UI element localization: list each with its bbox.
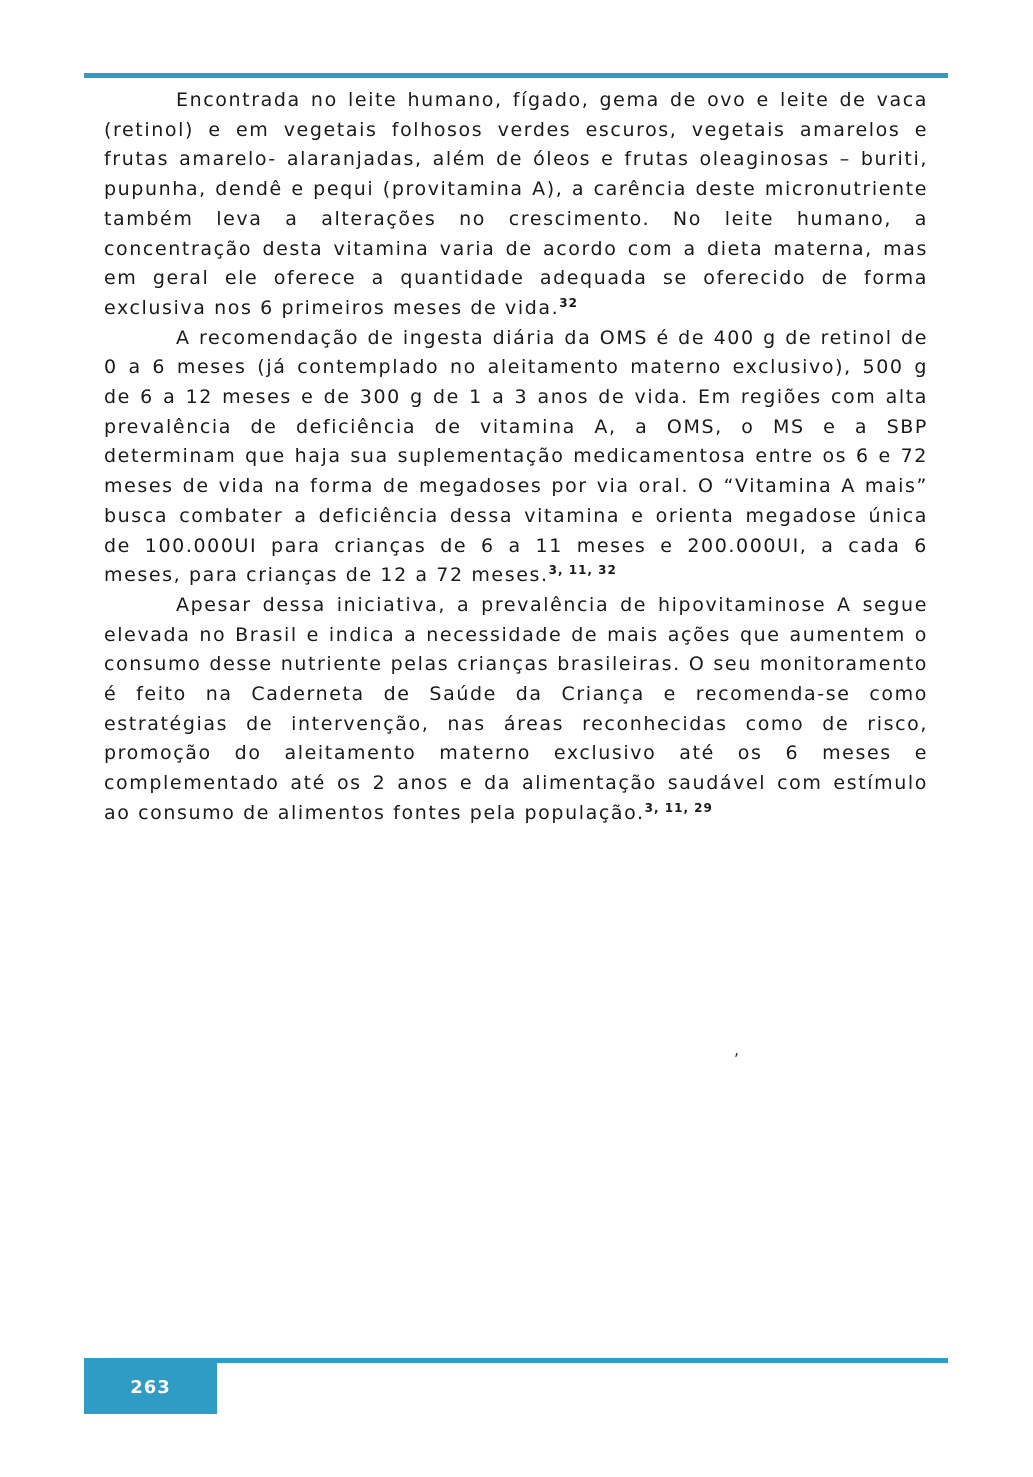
paragraph-vitamin-a-sources xyxy=(104,86,928,324)
paragraph-hypovitaminosis-prevalence xyxy=(104,591,928,829)
top-rule xyxy=(84,73,948,78)
paragraph-text: Apesar dessa iniciativa, a prevalência de hipovitaminose A segue elevada no Brasil e indica a necessidade de mais ações que aumentem o consumo desse nutriente pelas crianças brasileiras. O seu monitoramento é feito na Caderneta de Saúde da Criança e recomenda-se como estratégias de intervenção, nas áreas reconhecidas como de risco, promoção do aleitamento materno exclusivo até os 6 meses e complementado até os 2 anos e da alimentação saudável com estímulo ao consumo de alimentos fontes pela população. xyxy=(104,593,928,824)
paragraph-text: Encontrada no leite humano, fígado, gema de ovo e leite de vaca (retinol) e em vegetais folhosos verdes escuros, vegetais amarelos e frutas amarelo- alaranjadas, além de óleos e frutas oleaginosas – buriti, pupunha, dendê e pequi (provitamina A), a carência deste micronutriente também leva a alterações no crescimento. No leite humano, a concentração desta vitamina varia de acordo com a dieta materna, mas em geral ele oferece a quantidade adequada se oferecido de forma exclusiva nos 6 primeiros meses de vida. xyxy=(104,89,928,319)
stray-comma-mark: , xyxy=(734,1040,740,1059)
paragraph-text: A recomendação de ingesta diária da OMS é de 400 g de retinol de 0 a 6 meses (já contemplado no aleitamento materno exclusivo), 500 g de 6 a 12 meses e de 300 g de 1 a 3 anos de vida. Em regiões com alta prevalência de deficiência de vitamina A, a OMS, o MS e a SBP determinam que haja sua suplementação medicamentosa entre os 6 e 72 meses de vida na forma de megadoses por via oral. O “Vitamina A mais” busca combater a deficiência dessa vitamina e orienta megadose única de 100.000UI para crianças de 6 a 11 meses e 200.000UI, a cada 6 meses, para crianças de 12 a 72 meses. xyxy=(104,326,928,587)
body-text xyxy=(104,86,928,829)
reference-superscript: 3, 11, 29 xyxy=(644,800,713,815)
paragraph-vitamin-a-recommendation xyxy=(104,324,928,591)
reference-superscript: 3, 11, 32 xyxy=(548,563,617,578)
reference-superscript: 32 xyxy=(559,295,578,310)
page-number: 263 xyxy=(130,1376,171,1398)
page-number-box xyxy=(84,1358,217,1414)
